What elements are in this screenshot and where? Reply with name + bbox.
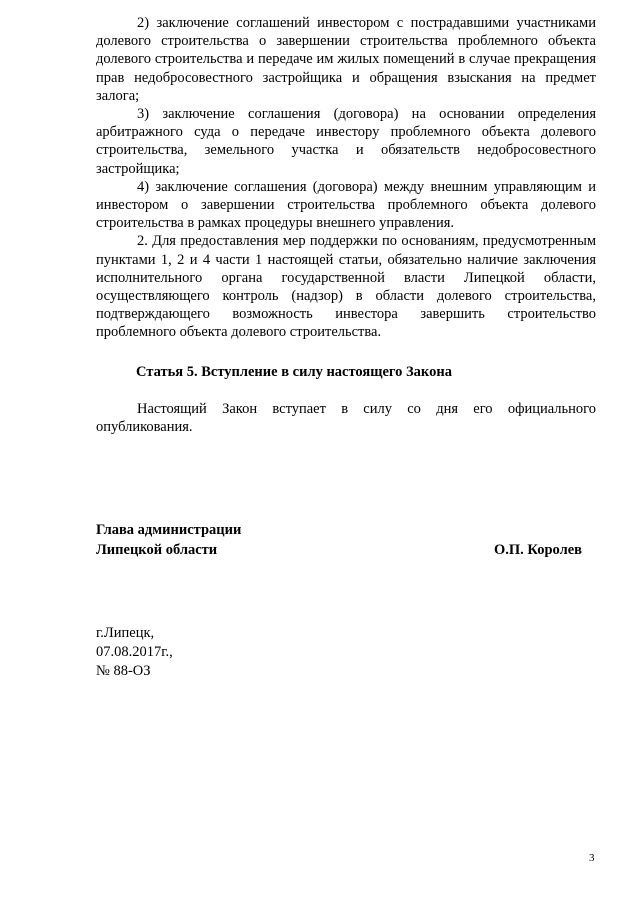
paragraph-item-3: 3) заключение соглашения (договора) на основании определения арбитражного суда о передаче инвестору проблемного объекта долевого строительства, земельного участка и обязательств недобросовестного застройщика; bbox=[96, 106, 596, 177]
date: 07.08.2017г., bbox=[96, 644, 173, 660]
signature-name: О.П. Королев bbox=[494, 542, 582, 558]
signature-title bbox=[96, 520, 241, 560]
paragraph-part-2: 2. Для предоставления мер поддержки по основаниям, предусмотренным пунктами 1, 2 и 4 части 1 настоящей статьи, обязательно наличие заключения исполнительного органа государственной власти Липецкой области, осуществляющего контроль (надзор) в области долевого строительства, подтверждающего возможность инвестора завершить строительство проблемного объекта долевого строительства. bbox=[96, 233, 596, 341]
signature-title-line-2: Липецкой области bbox=[96, 542, 218, 558]
article-body bbox=[96, 14, 596, 342]
effect-paragraph: Настоящий Закон вступает в силу со дня его официального опубликования. bbox=[96, 401, 596, 436]
place-and-date bbox=[96, 624, 173, 681]
page-number: 3 bbox=[589, 852, 595, 864]
signature-title-line-1: Глава администрации bbox=[96, 522, 242, 538]
article-heading: Статья 5. Вступление в силу настоящего Закона bbox=[136, 364, 452, 380]
paragraph-item-2: 2) заключение соглашений инвестором с пострадавшими участниками долевого строительства о завершении строительства проблемного объекта долевого строительства и передаче им жилых помещений в случае прекращения прав недобросовестного застройщика и обращения взыскания на предмет залога; bbox=[96, 15, 596, 104]
law-number: № 88-ОЗ bbox=[96, 663, 151, 679]
paragraph-item-4: 4) заключение соглашения (договора) между внешним управляющим и инвестором о завершении строительства проблемного объекта долевого строительства в рамках процедуры внешнего управления. bbox=[96, 178, 596, 232]
city: г.Липецк, bbox=[96, 625, 155, 641]
